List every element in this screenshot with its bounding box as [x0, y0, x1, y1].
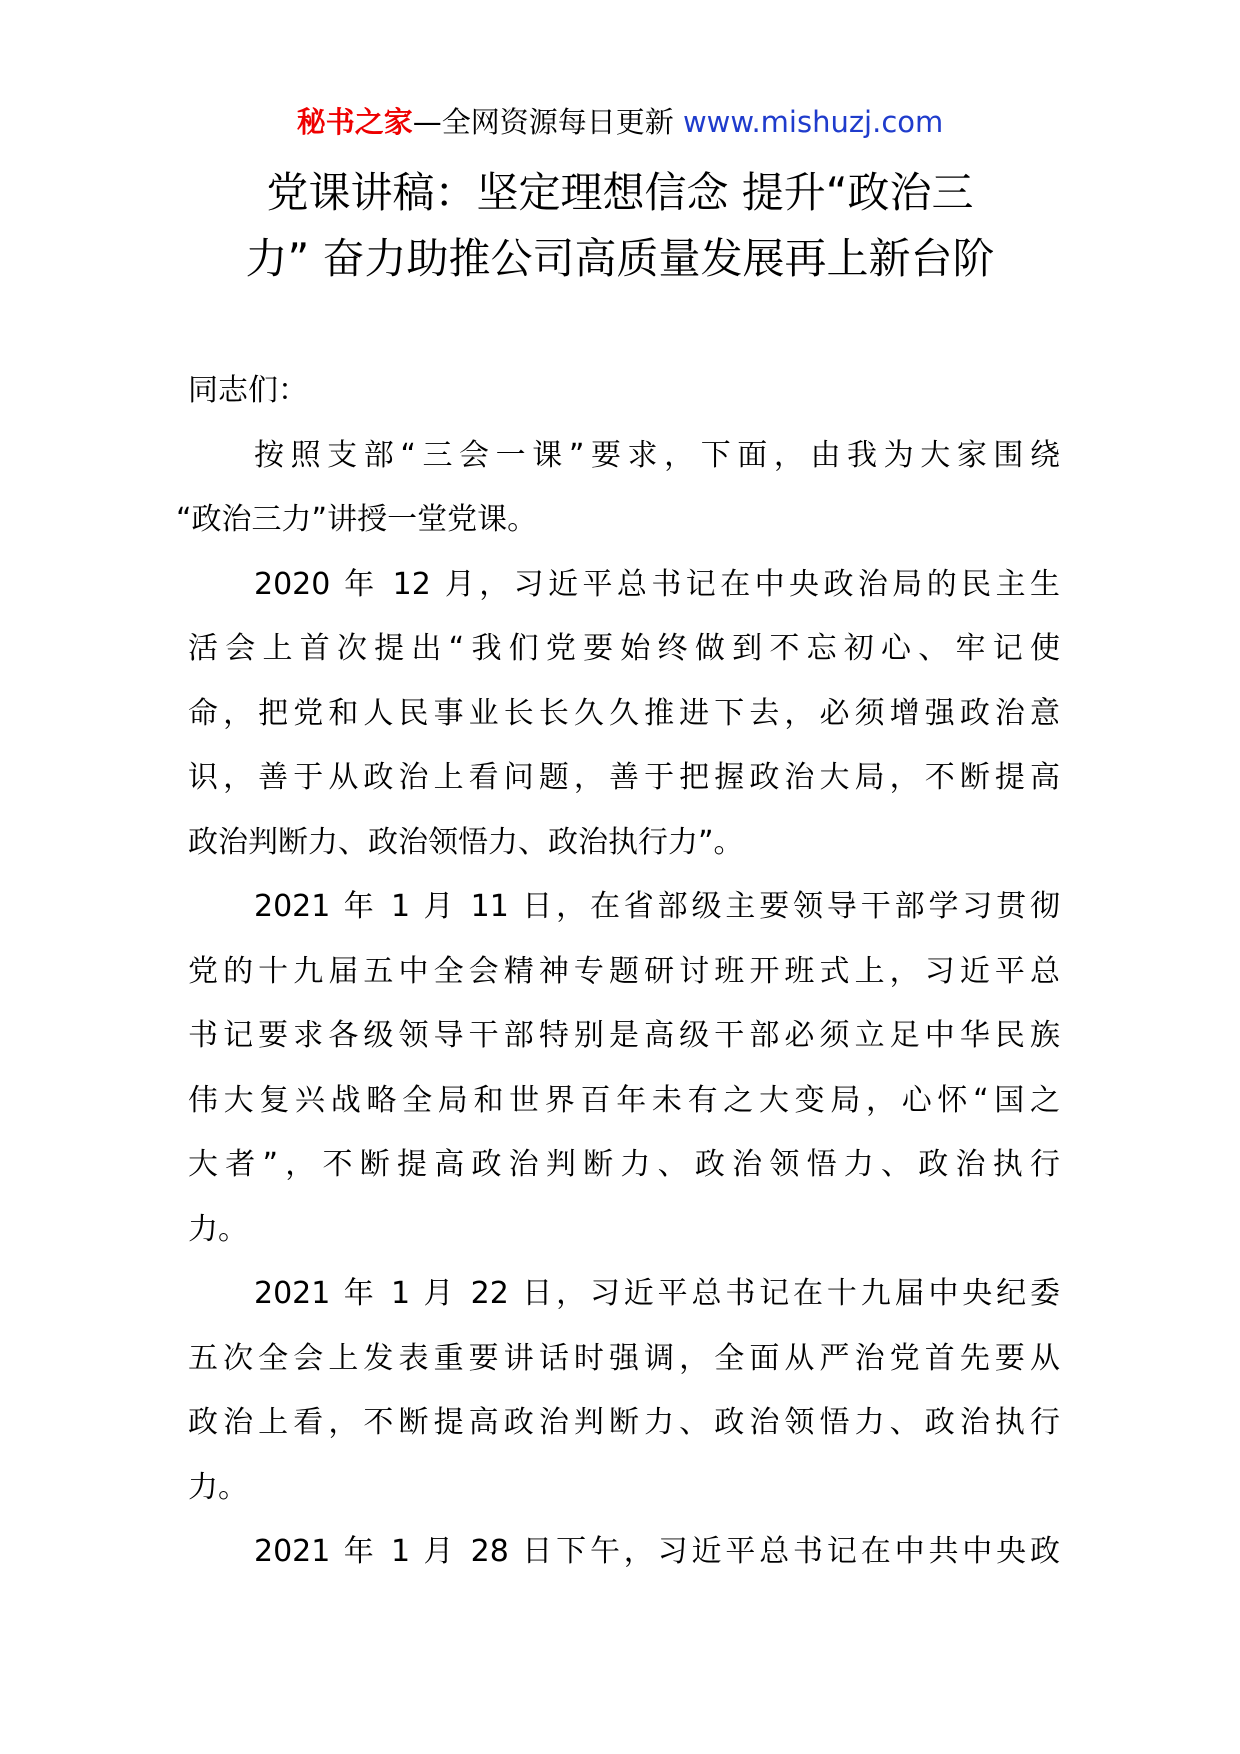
site-slogan: —全网资源每日更新	[412, 105, 683, 139]
body-line: 五次全会上发表重要讲话时强调，全面从严治党首先要从	[188, 1340, 1060, 1376]
body-line: 党的十九届五中全会精神专题研讨班开班式上，习近平总	[188, 953, 1060, 989]
body-line: 书记要求各级领导干部特别是高级干部必须立足中华民族	[188, 1018, 1060, 1053]
body-line: 2020 年 12 月，习近平总书记在中央政治局的民主生	[254, 566, 1060, 602]
body-line: 政治判断力、政治领悟力、政治执行力”。	[188, 824, 744, 860]
body-line: 命，把党和人民事业长长久久推进下去，必须增强政治意	[188, 695, 1060, 731]
site-header	[0, 100, 1240, 144]
body-line: 按照支部“三会一课”要求，下面，由我为大家围绕	[254, 437, 1060, 473]
salutation: 同志们：	[188, 373, 308, 408]
document-title	[180, 160, 1060, 292]
body-line: 识，善于从政治上看问题，善于把握政治大局，不断提高	[188, 760, 1060, 795]
document-body	[176, 359, 1060, 1585]
title-line: 力” 奋力助推公司高质量发展再上新台阶	[245, 234, 995, 283]
site-url-link[interactable]: www.mishuzj.com	[682, 105, 944, 139]
body-line: 伟大复兴战略全局和世界百年未有之大变局，心怀“国之	[188, 1082, 1060, 1118]
site-brand: 秘书之家	[296, 105, 413, 139]
body-line: 力。	[188, 1469, 248, 1505]
body-line: 2021 年 1 月 28 日下午，习近平总书记在中共中央政	[254, 1534, 1060, 1569]
body-line: 2021 年 1 月 22 日，习近平总书记在十九届中央纪委	[254, 1276, 1060, 1311]
body-line: 力。	[188, 1211, 248, 1247]
body-line: 政治上看，不断提高政治判断力、政治领悟力、政治执行	[188, 1405, 1060, 1440]
body-line: 大者”，不断提高政治判断力、政治领悟力、政治执行	[188, 1147, 1060, 1182]
body-line: 活会上首次提出“我们党要始终做到不忘初心、牢记使	[188, 631, 1060, 666]
body-line: 2021 年 1 月 11 日，在省部级主要领导干部学习贯彻	[254, 889, 1060, 924]
title-line: 党课讲稿：坚定理想信念 提升“政治三	[266, 168, 974, 217]
body-line: “政治三力”讲授一堂党课。	[176, 502, 538, 537]
